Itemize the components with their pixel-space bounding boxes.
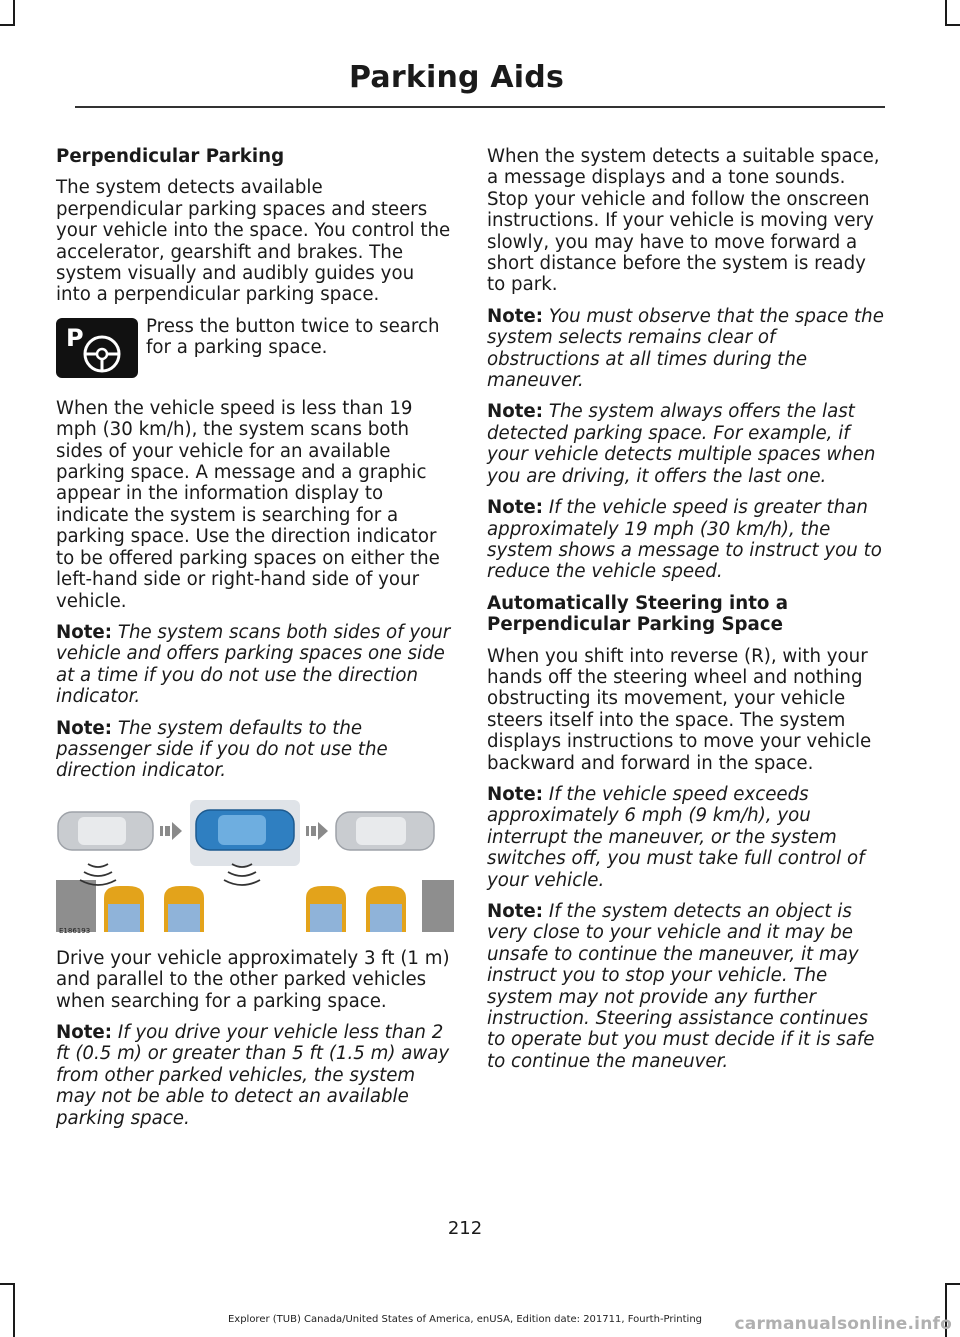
intro-paragraph: The system detects available perpendicular parking spaces and steers your vehicle into the space. You control the accelerator, gearshift and brakes. The system visually and audibly guides you into a perpendicular parking space. — [56, 177, 451, 306]
car-silver-icon — [58, 812, 153, 850]
note-label: Note: — [56, 621, 113, 643]
crop-mark-top-right-v — [945, 0, 947, 24]
scanning-paragraph: When the vehicle speed is less than 19 mph (30 km/h), the system scans both sides of your vehicle for an available parking space. A message and a graphic appear in the information display to indicate the system is searching for a parking space. Use the direction indicator to be offered parking spaces on either the left-hand side or right-hand side of your vehicle. — [56, 397, 440, 612]
note-label: Note: — [487, 497, 544, 519]
note-last-space — [487, 401, 885, 487]
watermark: carmanualsonline.info — [734, 1314, 952, 1334]
crop-mark-bottom-left-v — [13, 1283, 15, 1337]
note-label: Note: — [56, 1021, 113, 1043]
parking-assist-icon — [56, 318, 138, 378]
header-divider — [75, 106, 885, 108]
parked-car-icon — [366, 886, 406, 932]
crop-mark-top-left-v — [13, 0, 15, 24]
note-full-control — [487, 784, 885, 891]
note-speed-warning — [487, 497, 885, 583]
parking-search-illustration — [56, 794, 454, 935]
arrow-right-icon — [160, 822, 182, 840]
reverse-paragraph: When you shift into reverse (R), with your hands off the steering wheel and nothing obstructing its movement, your vehicle steers itself into the space. The system displays instructions to move your vehicle backward and forward in the space. — [487, 645, 872, 774]
note-text: You must observe that the space the system selects remains clear of obstructions at all times during the maneuver. — [487, 305, 884, 392]
note-text: If you drive your vehicle less than 2 ft (0.5 m) or greater than 5 ft (1.5 m) away from other parked vehicles, the system may not be able to detect an available parking space. — [56, 1021, 450, 1129]
note-text: The system scans both sides of your vehicle and offers parking spaces one side at a time if you do not use the direction indicator. — [56, 621, 451, 708]
left-column — [56, 146, 454, 1139]
car-silver-icon — [336, 812, 434, 850]
parked-car-icon — [306, 886, 346, 932]
note-text: The system defaults to the passenger side if you do not use the direction indicator. — [56, 717, 388, 782]
note-text: If the vehicle speed is greater than approximately 19 mph (30 km/h), the system shows a message to instruct you to reduce the vehicle speed. — [487, 497, 882, 583]
note-label: Note: — [487, 305, 544, 327]
note-object-close — [487, 901, 885, 1072]
note-label: Note: — [487, 783, 544, 805]
note-label: Note: — [487, 901, 544, 922]
crop-mark-top-right-h — [945, 24, 960, 26]
drive-distance-paragraph: Drive your vehicle approximately 3 ft (1 m) and parallel to the other parked vehicles when searching for a parking space. — [56, 947, 450, 1012]
button-instruction — [56, 316, 454, 388]
note-text: The system always offers the last detected parking space. For example, if your vehicle detects multiple spaces when you are driving, it offers the last one. — [487, 401, 876, 487]
note-observe-space — [487, 306, 885, 392]
page-number: 212 — [447, 1218, 483, 1239]
note-passenger-side — [56, 718, 454, 782]
note-scans-both-sides — [56, 622, 454, 708]
page-title: Parking Aids — [349, 60, 564, 95]
right-column — [487, 146, 885, 1082]
note-text: If the vehicle speed exceeds approximately 6 mph (9 km/h), you interrupt the maneuver, or the system switches off, you must take full control of your vehicle. — [487, 783, 865, 891]
crop-mark-top-left-h — [0, 24, 15, 26]
footer-edition-info: Explorer (TUB) Canada/United States of America, enUSA, Edition date: 201711, Fourth-Printing — [227, 1314, 703, 1325]
section-heading-perpendicular-parking: Perpendicular Parking — [56, 146, 285, 167]
detect-space-paragraph: When the system detects a suitable space, a message displays and a tone sounds. Stop your vehicle and follow the onscreen instructions. If your vehicle is moving very slowly, you may have to move forward a short distance before the system is ready to park. — [487, 146, 880, 296]
car-blue-icon — [190, 800, 300, 866]
note-text: If the system detects an object is very close to your vehicle and it may be unsafe to continue the maneuver, it may instruct you to stop your vehicle. The system may not provide any further instruction. Steering assistance continues to operate but you must decide if it is safe to continue the maneuver. — [487, 901, 875, 1072]
figure-id-label: E186193 — [59, 926, 91, 935]
note-distance — [56, 1022, 454, 1129]
parked-car-icon — [104, 886, 144, 932]
note-label: Note: — [56, 717, 113, 739]
curb-segment — [422, 880, 454, 932]
note-label: Note: — [487, 401, 544, 423]
svg-text:P: P — [66, 323, 84, 352]
section-heading-auto-steering: Automatically Steering into a Perpendicular Parking Space — [487, 592, 789, 636]
crop-mark-bottom-right-h — [945, 1283, 960, 1285]
parked-car-icon — [164, 886, 204, 932]
button-instruction-text: Press the button twice to search for a parking space. — [146, 315, 440, 359]
crop-mark-bottom-left-h — [0, 1283, 15, 1285]
arrow-right-icon — [306, 822, 328, 840]
